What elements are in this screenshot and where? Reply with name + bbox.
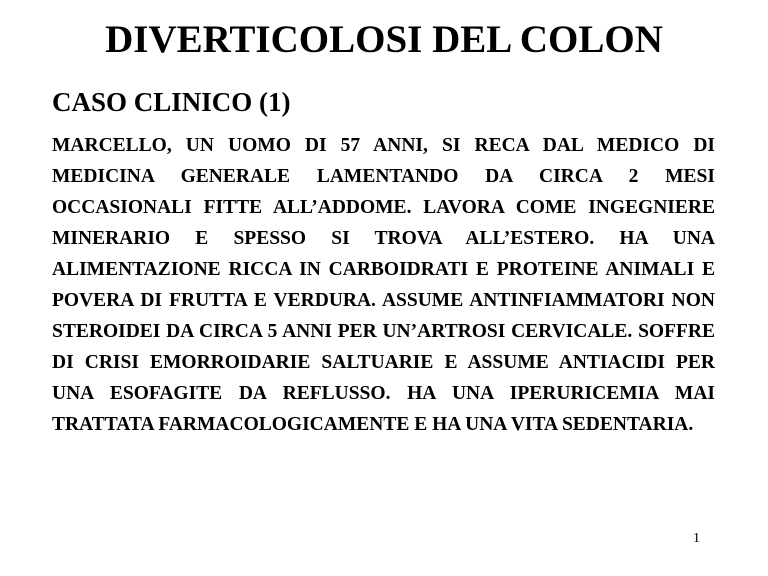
slide-title: DIVERTICOLOSI DEL COLON: [105, 18, 663, 61]
slide-subtitle: CASO CLINICO (1): [52, 87, 291, 117]
page-number: 1: [693, 531, 700, 546]
case-description: MARCELLO, UN UOMO DI 57 ANNI, SI RECA DAL MEDICO DI MEDICINA GENERALE LAMENTANDO DA CIRCA 2 MESI OCCASIONALI FITTE ALL’ADDOME. LAVORA COME INGEGNIERE MINERARIO E SPESSO SI TROVA ALL’ESTERO. HA UNA ALIMENTAZIONE RICCA IN CARBOIDRATI E PROTEINE ANIMALI E POVERA DI FRUTTA E VERDURA. ASSUME ANTINFIAMMATORI NON STEROIDEI DA CIRCA 5 ANNI PER UN’ARTROSI CERVICALE. SOFFRE DI CRISI EMORROIDARIE SALTUARIE E ASSUME ANTIACIDI PER UNA ESOFAGITE DA REFLUSSO. HA UNA IPERURICEMIA MAI TRATTATA FARMACOLOGICAMENTE E HA UNA VITA SEDENTARIA.: [52, 135, 715, 435]
